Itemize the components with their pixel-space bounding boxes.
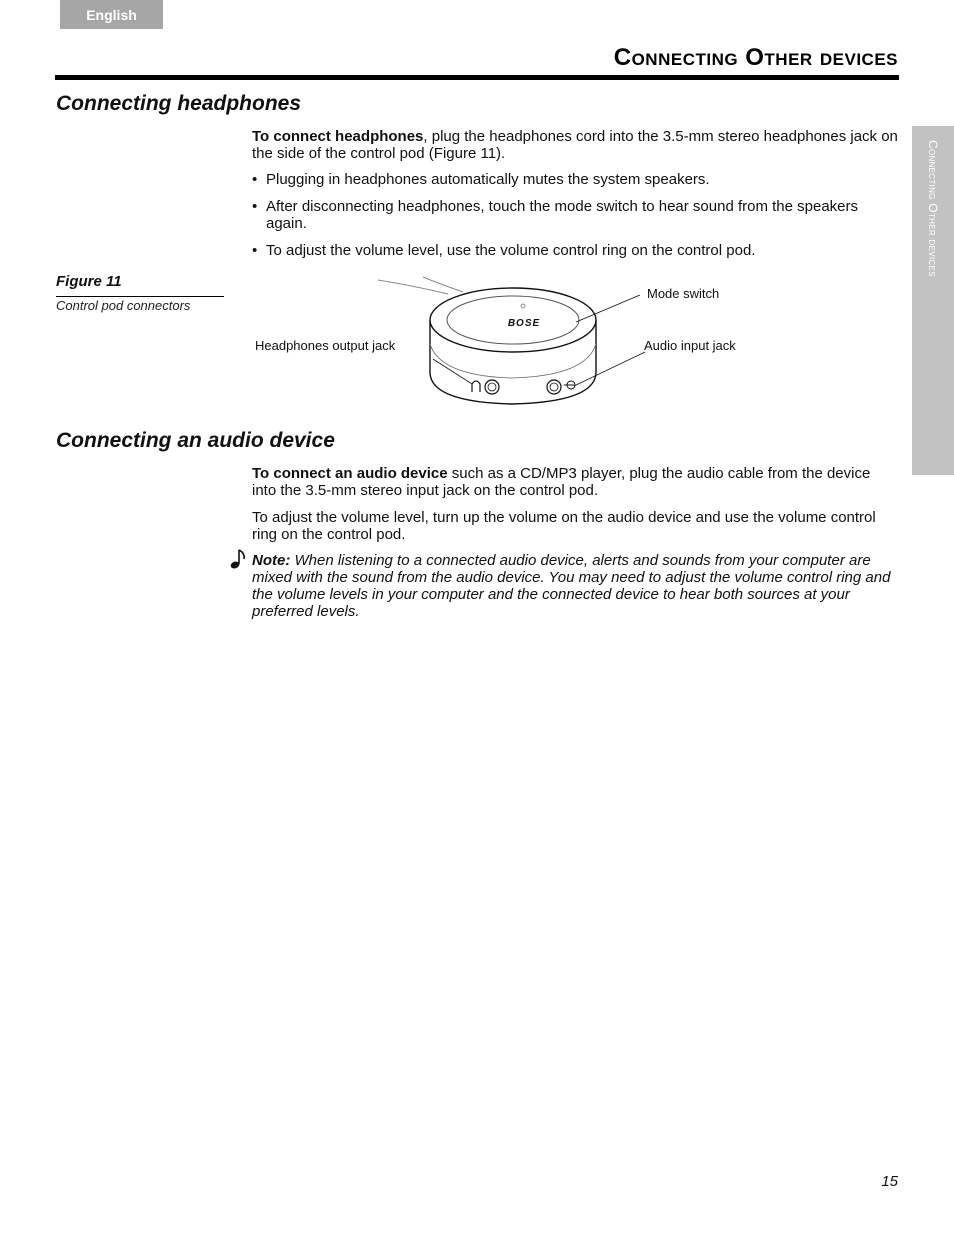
headphones-bullet-list [252, 171, 898, 269]
audio-intro-paragraph [252, 465, 898, 499]
headphones-intro-paragraph [252, 128, 898, 162]
list-item: • Plugging in headphones automatically mutes the system speakers. [252, 171, 898, 188]
figure-label-rule [56, 296, 224, 297]
callout-headphones-jack: Headphones output jack [255, 338, 396, 353]
title-rule [55, 75, 899, 80]
language-tab[interactable]: English [60, 0, 163, 29]
chapter-title: Connecting Other devices [613, 44, 898, 71]
headphones-jack[interactable] [485, 380, 499, 394]
callout-audio-input: Audio input jack [644, 338, 736, 353]
note-label: Note: [252, 552, 291, 569]
headphones-intro-bold: To connect headphones [252, 128, 424, 145]
audio-input-jack[interactable] [547, 380, 561, 394]
headphones-intro-text: , plug the headphones cord into the 3.5-mm stereo headphones jack on the side of the control pod (Figure 11). [252, 128, 898, 162]
audio-note [252, 552, 898, 620]
bose-logo: BOSE [507, 318, 541, 329]
figure-caption: Control pod connectors [56, 298, 191, 313]
audio-intro-bold: To connect an audio device [252, 465, 448, 482]
note-text: When listening to a connected audio device, alerts and sounds from your computer are mixed with the sound from the audio device. You may need to adjust the volume control ring and the volume levels in your computer and the connected device to hear both sources at your preferred levels. [252, 552, 891, 620]
list-item: • After disconnecting headphones, touch the mode switch to hear sound from the speakers again. [252, 198, 898, 232]
side-chapter-tab[interactable] [912, 126, 954, 475]
heading-connecting-audio-device: Connecting an audio device [56, 429, 335, 452]
figure-label: Figure 11 [56, 273, 122, 290]
list-item: • To adjust the volume level, use the volume control ring on the control pod. [252, 242, 898, 259]
callout-mode-switch: Mode switch [647, 286, 720, 301]
audio-volume-paragraph: To adjust the volume level, turn up the volume on the audio device and use the volume control ring on the control pod. [252, 509, 876, 543]
music-note-icon [229, 548, 247, 570]
audio-intro-text: such as a CD/MP3 player, plug the audio cable from the device into the 3.5-mm stereo input jack on the control pod. [252, 465, 871, 499]
side-chapter-tab-label: Connecting Other devices [926, 140, 940, 277]
page-number: 15 [881, 1173, 898, 1190]
heading-connecting-headphones: Connecting headphones [56, 92, 302, 115]
